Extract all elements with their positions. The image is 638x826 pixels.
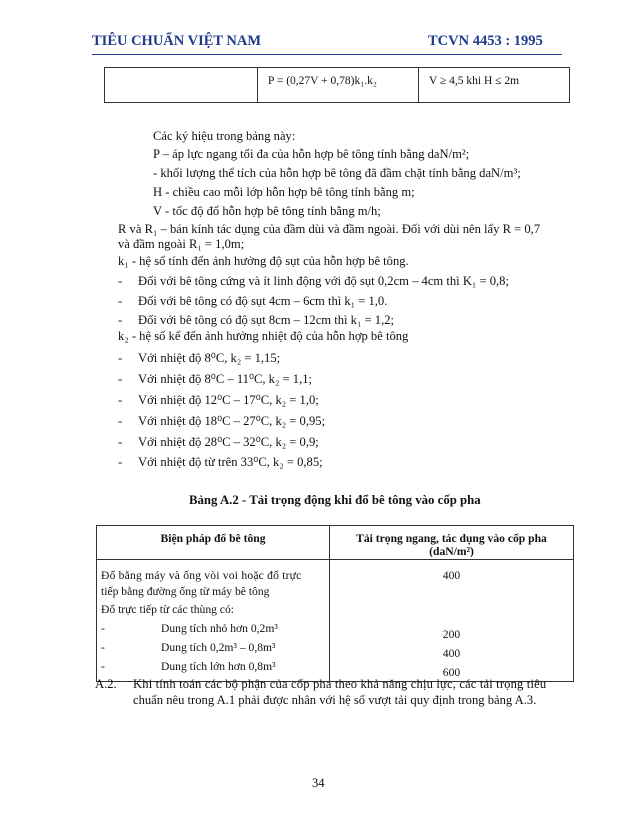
header-standard-code: TCVN 4453 : 1995 <box>428 33 543 49</box>
col-header-method-text: Biện pháp đổ bê tông <box>160 532 266 545</box>
table-header-row <box>97 526 574 560</box>
bullet-dash: - <box>118 294 123 308</box>
legend-h: H - chiều cao mỗi lớp hỗn hợp bê tông tính bằng m; <box>153 185 415 199</box>
table-a2 <box>96 525 574 682</box>
clause-line1: Khi tính toán các bộ phận của cốp pha theo khả năng chịu lực, các tải trọng tiêu <box>133 677 547 691</box>
pump-method-line1: Đổ bằng máy và ống vòi voi hoặc đổ trực <box>101 569 302 582</box>
k2-item <box>118 392 319 408</box>
large-bucket: Dung tích lớn hơn 0,8m³ <box>161 660 276 673</box>
col-header-load <box>330 526 574 560</box>
bullet-dash: - <box>118 414 123 428</box>
k1-item-text: Đối với bê tông có độ sụt 8cm – 12cm thì k₁ = 1,2; <box>138 313 395 327</box>
bullet-dash: - <box>101 622 105 635</box>
k1-item <box>118 293 387 309</box>
legend-intro: Các ký hiệu trong bảng này: <box>153 129 296 143</box>
k2-item-text: Với nhiệt độ 8⁰C – 11⁰C, k₂ = 1,1; <box>138 372 313 386</box>
k2-item-text: Với nhiệt độ 8⁰C, k₂ = 1,15; <box>138 351 281 365</box>
direct-method: Đổ trực tiếp từ các thùng có: <box>101 603 234 616</box>
k1-item <box>118 312 394 328</box>
formula-table-empty-cell <box>105 68 258 103</box>
k2-item <box>118 350 280 366</box>
k2-item <box>118 434 319 450</box>
k1-title: k₁ - hệ số tính đến ảnh hưởng độ sụt của hỗn hợp bê tông. <box>118 254 409 268</box>
legend-v: V - tốc độ đổ hỗn hợp bê tông tính bằng m/h; <box>153 204 381 218</box>
k1-item-text: Đối với bê tông có độ sụt 4cm – 6cm thì k₁ = 1,0. <box>138 294 388 308</box>
bullet-dash: - <box>101 660 105 673</box>
medium-bucket-row <box>101 640 325 656</box>
col-header-method <box>97 526 330 560</box>
small-bucket-row <box>101 621 325 637</box>
load-cell <box>330 560 574 682</box>
k1-item <box>118 273 509 289</box>
legend-r-line2: và đầm ngoài R₁ = 1,0m; <box>118 237 245 251</box>
bullet-dash: - <box>118 372 123 386</box>
table-a2-caption: Bảng A.2 - Tải trọng động khi đổ bê tông vào cốp pha <box>189 493 481 507</box>
col-header-load-line1: Tải trọng ngang, tác dụng vào cốp pha <box>356 532 547 545</box>
header-title: TIÊU CHUẨN VIỆT NAM <box>92 33 262 49</box>
legend-p: P – áp lực ngang tối đa của hỗn hợp bê tông tính bằng daN/m²; <box>153 147 470 161</box>
k2-item-text: Với nhiệt độ 18⁰C – 27⁰C, k₂ = 0,95; <box>138 414 326 428</box>
page-number: 34 <box>312 776 325 790</box>
large-bucket-row <box>101 659 325 675</box>
formula-table <box>104 67 570 103</box>
k2-item <box>118 454 323 470</box>
bullet-dash: - <box>101 641 105 654</box>
k2-item <box>118 413 325 429</box>
legend-gamma: - khối lượng thể tích của hỗn hợp bê tông đã đầm chặt tính bằng daN/m³; <box>153 166 521 180</box>
condition-cell: V ≥ 4,5 khi H ≤ 2m <box>419 68 570 103</box>
clause-number: A.2. <box>95 677 117 691</box>
bullet-dash: - <box>118 393 123 407</box>
header-rule <box>92 54 562 55</box>
legend-r-line1: R và R₁ – bán kính tác dụng của đầm dùi và đầm ngoài. Đối với dùi nên lấy R = 0,7 <box>118 222 541 236</box>
bullet-dash: - <box>118 435 123 449</box>
small-bucket: Dung tích nhỏ hơn 0,2m³ <box>161 622 278 635</box>
k2-item-text: Với nhiệt độ 12⁰C – 17⁰C, k₂ = 1,0; <box>138 393 319 407</box>
formula-cell: P = (0,27V + 0,78)k₁.k₂ <box>258 68 419 103</box>
table-row <box>97 560 574 682</box>
bullet-dash: - <box>118 313 123 327</box>
k2-item-text: Với nhiệt độ 28⁰C – 32⁰C, k₂ = 0,9; <box>138 435 319 449</box>
method-cell <box>97 560 330 682</box>
k2-item <box>118 371 312 387</box>
k1-item-text: Đối với bê tông cứng và ít linh động với độ sụt 0,2cm – 4cm thì K₁ = 0,8; <box>138 274 509 288</box>
spacer <box>330 584 573 624</box>
bullet-dash: - <box>118 351 123 365</box>
medium-bucket: Dung tích 0,2m³ – 0,8m³ <box>161 641 276 654</box>
pump-method-line2: tiếp bằng đường ống từ máy bê tông <box>101 585 270 598</box>
small-value: 200 <box>442 628 461 641</box>
bullet-dash: - <box>118 455 123 469</box>
bullet-dash: - <box>118 274 123 288</box>
pump-value: 400 <box>442 569 461 582</box>
clause-line2: chuẩn nêu trong A.1 phải được nhân với hệ số vượt tải quy định trong bảng A.3. <box>133 693 537 707</box>
medium-value: 400 <box>442 647 461 660</box>
large-value: 600 <box>442 666 461 679</box>
col-header-load-line2: (daN/m²) <box>429 545 474 558</box>
k2-title: k₂ - hệ số kể đến ảnh hưởng nhiệt độ của hỗn hợp bê tông <box>118 329 409 343</box>
k2-item-text: Với nhiệt độ từ trên 33⁰C, k₂ = 0,85; <box>138 455 323 469</box>
